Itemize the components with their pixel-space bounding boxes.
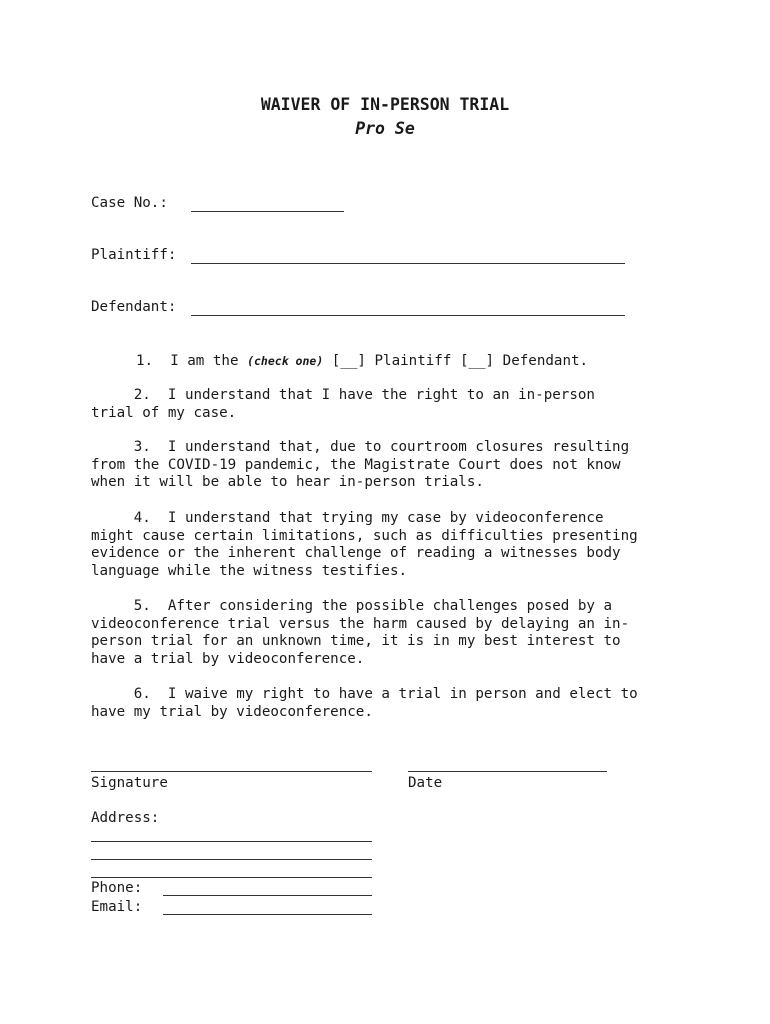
- item-4-line: might cause certain limitations, such as difficulties presenting: [91, 527, 638, 544]
- item-6-line: 6. I waive my right to have a trial in person and elect to: [91, 686, 638, 702]
- date-line[interactable]: [408, 771, 607, 772]
- address-line-1[interactable]: [91, 841, 372, 842]
- item-3-line: from the COVID-19 pandemic, the Magistrate Court does not know: [91, 456, 621, 473]
- plaintiff-checkbox[interactable]: [__]: [331, 353, 366, 369]
- item-1-number: 1.: [136, 353, 154, 369]
- item-4: [91, 510, 676, 580]
- item-2-line: trial of my case.: [91, 404, 237, 421]
- item-2-line: 2. I understand that I have the right to an in-person: [91, 387, 595, 403]
- defendant-label: Defendant:: [91, 299, 177, 315]
- item-4-line: evidence or the inherent challenge of reading a witnesses body: [91, 545, 621, 562]
- plaintiff-label: Plaintiff:: [91, 247, 177, 263]
- phone-line[interactable]: [163, 895, 372, 896]
- item-6: [91, 686, 676, 721]
- defendant-row: [91, 298, 191, 316]
- case-number-blank[interactable]: [191, 199, 344, 212]
- item-6-line: have my trial by videoconference.: [91, 703, 373, 720]
- plaintiff-blank[interactable]: [191, 251, 625, 264]
- address-label: Address:: [91, 810, 160, 826]
- email-line[interactable]: [163, 914, 372, 915]
- case-number-label: Case No.:: [91, 195, 168, 211]
- signature-label: Signature: [91, 775, 168, 791]
- item-5: [91, 598, 676, 668]
- item-5-line: videoconference trial versus the harm caused by delaying an in-: [91, 615, 630, 632]
- item-4-line: language while the witness testifies.: [91, 562, 408, 579]
- defendant-blank[interactable]: [191, 303, 625, 316]
- item-3: [91, 439, 676, 492]
- plaintiff-option: Plaintiff: [374, 353, 452, 369]
- item-1-hint: (check one): [247, 354, 324, 368]
- address-line-3[interactable]: [91, 877, 372, 878]
- address-line-2[interactable]: [91, 859, 372, 860]
- defendant-checkbox[interactable]: [__]: [459, 353, 495, 369]
- document-subtitle: Pro Se: [355, 119, 415, 138]
- item-5-line: 5. After considering the possible challenges posed by a: [91, 598, 613, 614]
- item-3-line: when it will be able to hear in-person trials.: [91, 474, 484, 491]
- email-label: Email:: [91, 899, 143, 915]
- item-5-line: person trial for an unknown time, it is in my best interest to: [91, 633, 621, 650]
- item-3-line: 3. I understand that, due to courtroom closures resulting: [91, 439, 630, 455]
- phone-label: Phone:: [91, 880, 143, 896]
- defendant-option: Defendant.: [502, 353, 589, 369]
- document-title: WAIVER OF IN-PERSON TRIAL: [260, 95, 510, 114]
- date-label: Date: [408, 775, 443, 791]
- case-number-row: [91, 194, 191, 212]
- item-4-line: 4. I understand that trying my case by videoconference: [91, 510, 604, 526]
- item-1-text: I am the: [170, 353, 239, 369]
- item-2: [91, 387, 676, 422]
- signature-line[interactable]: [91, 771, 372, 772]
- plaintiff-row: [91, 246, 191, 264]
- item-5-line: have a trial by videoconference.: [91, 650, 365, 667]
- item-1: [136, 352, 588, 370]
